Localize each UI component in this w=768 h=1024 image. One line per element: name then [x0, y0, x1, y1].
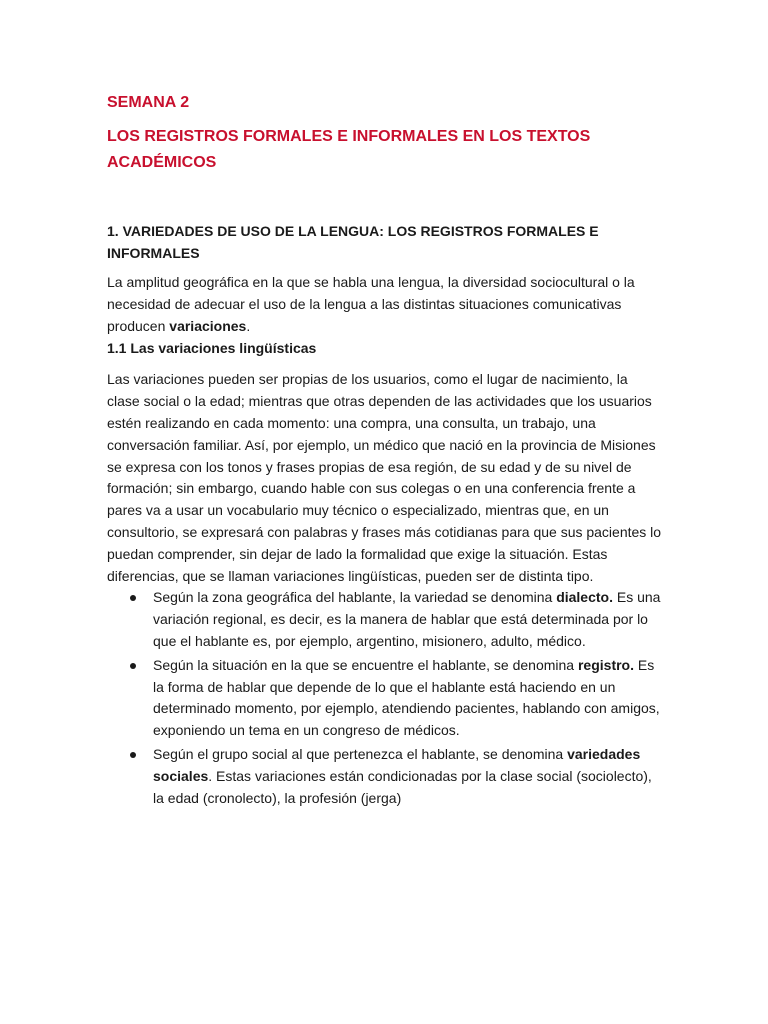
list-item-bold: registro. — [577, 656, 634, 673]
intro-text: La amplitud geográfica en la que se habla una lengua, la diversidad sociocultural o la necesidad de adecuar el uso de la lengua a las distintas situaciones comunicativas producen — [107, 274, 635, 334]
list-item-text: Según la zona geográfica del hablante, la variedad se denomina — [153, 589, 557, 606]
list-item-text: Es la forma de hablar que depende de lo que el hablante está haciendo en un determinado momento, por ejemplo, atendiendo pacientes, hablando con amigos, exponiendo un tema en un congreso de médicos. — [153, 656, 660, 739]
document-title: LOS REGISTROS FORMALES E INFORMALES EN LOS TEXTOS ACADÉMICOS — [107, 128, 591, 171]
list-item-text: Según el grupo social al que pertenezca el hablante, se denomina — [153, 745, 568, 762]
list-item — [107, 587, 663, 652]
bullet-icon — [130, 595, 136, 601]
list-item-text: . Estas variaciones están condicionadas por la clase social (sociolecto), la edad (cronolecto), la profesión (jerga) — [153, 767, 652, 806]
list-item — [107, 655, 663, 742]
list-item-text: Según la situación en la que se encuentre el hablante, se denomina — [153, 656, 578, 673]
bullet-icon — [130, 663, 136, 669]
variations-list — [107, 587, 663, 809]
week-label: SEMANA 2 — [107, 94, 190, 111]
bullet-icon — [130, 752, 136, 758]
document-page — [107, 90, 663, 811]
list-item — [107, 744, 663, 809]
section-1-1-heading: 1.1 Las variaciones lingüísticas — [107, 340, 317, 357]
section-1-1-paragraph: Las variaciones pueden ser propias de los usuarios, como el lugar de nacimiento, la clase social o la edad; mientras que otras dependen de las actividades que los usuarios estén realizando en cada momento: una compra, una consulta, un trabajo, una conversación familiar. Así, por ejemplo, un médico que nació en la provincia de Misiones se expresa con los tonos y frases propias de esa región, de su edad y de su nivel de formación; sin embargo, cuando hable con sus colegas o en una conferencia frente a pares va a usar un vocabulario muy técnico o especializado, mientras que, en un consultorio, se expresará con palabras y frases más cotidianas para que sus pacientes lo puedan comprender, sin dejar de lado la formalidad que exige la situación. Estas diferencias, que se llaman variaciones lingüísticas, pueden ser de distinta tipo. — [107, 371, 662, 584]
section-1-intro — [107, 272, 663, 337]
intro-end: . — [246, 317, 251, 334]
list-item-text: Es una variación regional, es decir, es la manera de hablar que está determinada por lo que el hablante es, por ejemplo, argentino, misionero, adulto, médico. — [153, 589, 661, 649]
section-1-heading: 1. VARIEDADES DE USO DE LA LENGUA: LOS REGISTROS FORMALES E INFORMALES — [107, 223, 599, 261]
list-item-bold: variedades sociales — [153, 745, 641, 784]
intro-bold-term: variaciones — [169, 317, 247, 334]
list-item-bold: dialecto. — [556, 589, 613, 606]
